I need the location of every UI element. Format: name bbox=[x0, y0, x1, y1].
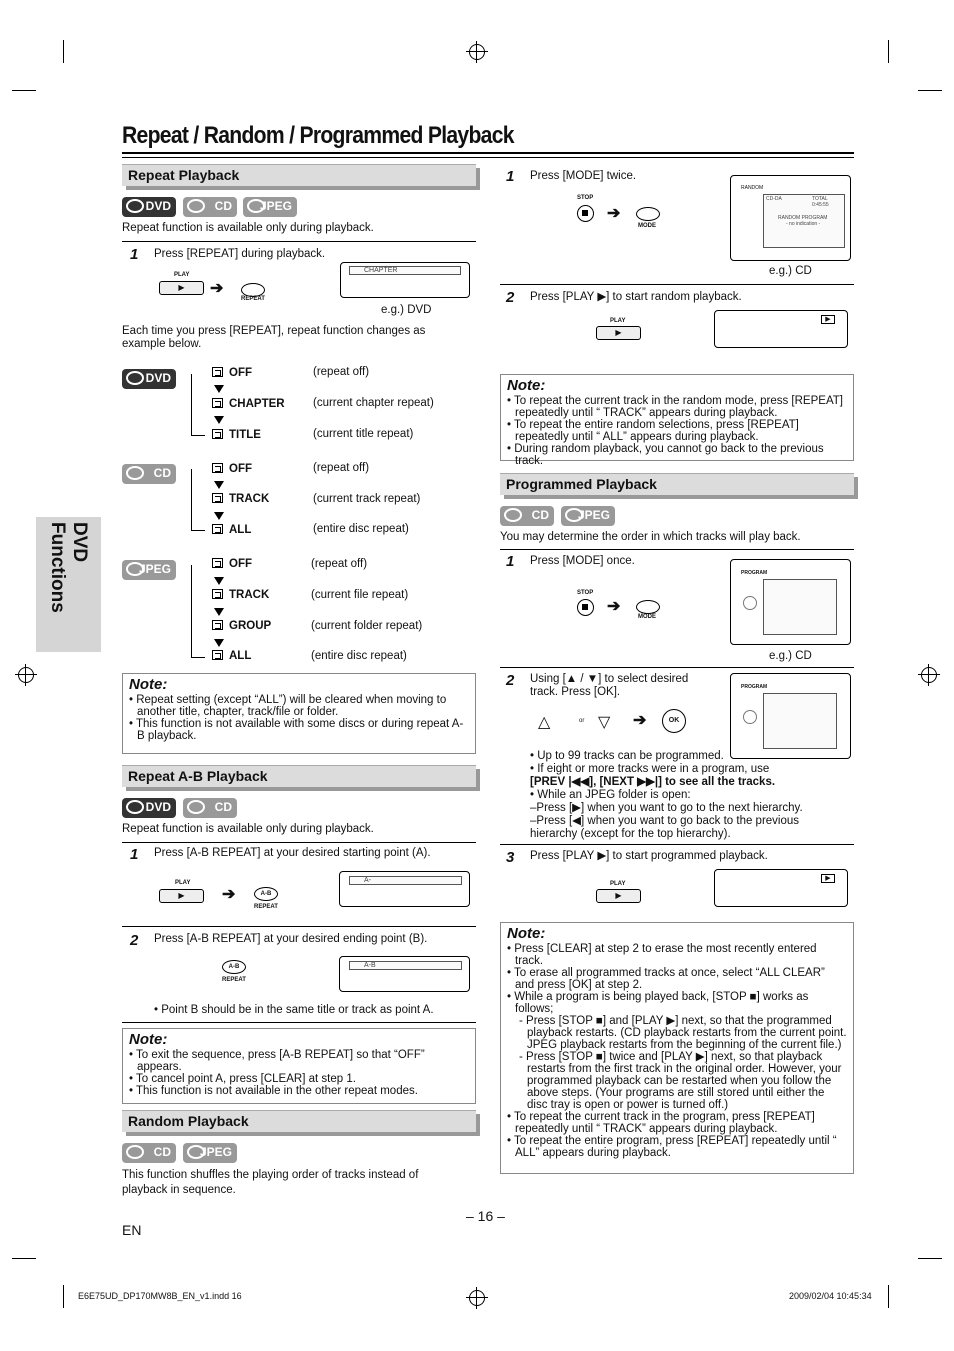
mode-button-icon bbox=[636, 600, 660, 614]
cd-badge: CD bbox=[500, 506, 554, 526]
step-number: 1 bbox=[130, 846, 139, 863]
mode-item: TRACK bbox=[212, 589, 269, 601]
note-box bbox=[122, 1028, 476, 1104]
divider bbox=[500, 284, 854, 285]
mode-desc: (entire disc repeat) bbox=[311, 650, 407, 662]
note-title: Note: bbox=[129, 1031, 168, 1048]
program-step3-text: Press [PLAY ▶] to start programmed playback. bbox=[530, 850, 768, 862]
screen-text: - no indication - bbox=[786, 221, 821, 227]
note-item: • To repeat the current track in the random mode, press [REPEAT] repeatedly until “ TRACK” appears during playback. bbox=[507, 395, 843, 419]
title-rule bbox=[122, 152, 854, 154]
screen-title: PROGRAM bbox=[741, 570, 768, 576]
note-item: • To erase all programmed tracks at once, select “ALL CLEAR” and press [OK] at step 2. bbox=[507, 967, 825, 991]
random-desc: This function shuffles the playing order of tracks instead of playback in sequence. bbox=[122, 1169, 419, 1196]
section-header-program: Programmed Playback bbox=[500, 473, 854, 495]
mode-item: OFF bbox=[212, 463, 252, 475]
note-box bbox=[122, 673, 476, 754]
screen-display bbox=[730, 559, 851, 645]
registration-mark-icon bbox=[921, 667, 937, 683]
down-arrow-icon bbox=[214, 608, 224, 616]
section-header-repeat: Repeat Playback bbox=[122, 164, 476, 186]
side-tab-label: DVD Functions bbox=[47, 522, 90, 613]
note-item: • To cancel point A, press [CLEAR] at step 1. bbox=[129, 1073, 356, 1085]
repeat-step1-text: Press [REPEAT] during playback. bbox=[154, 248, 326, 260]
mode-desc: (repeat off) bbox=[313, 366, 370, 378]
crop-mark bbox=[918, 1258, 942, 1259]
ab-bullet: • Point B should be in the same title or track as point A. bbox=[154, 1004, 434, 1016]
repeat-label: REPEAT bbox=[222, 977, 246, 983]
screen-display bbox=[340, 262, 470, 298]
loop-line bbox=[191, 435, 205, 436]
down-arrow-icon bbox=[214, 577, 224, 585]
mode-item: OFF bbox=[212, 367, 252, 379]
play-label: PLAY bbox=[610, 318, 626, 324]
note-item: • To repeat the current track in the program, press [REPEAT] repeatedly until “ TRACK” appears during playback. bbox=[507, 1111, 815, 1135]
screen-display bbox=[339, 956, 470, 992]
screen-text: RANDOM PROGRAM bbox=[778, 215, 828, 221]
bullet-item: hierarchy (except for the top hierarchy). bbox=[530, 828, 731, 840]
screen-text: A-B bbox=[349, 961, 462, 970]
crop-mark bbox=[888, 40, 889, 63]
mode-label: MODE bbox=[638, 223, 656, 229]
mode-desc: (current file repeat) bbox=[311, 589, 409, 601]
bullet-item: • While an JPEG folder is open: bbox=[530, 789, 691, 801]
note-box bbox=[500, 374, 854, 467]
footer-file: E6E75UD_DP170MW8B_EN_v1.indd 16 bbox=[78, 1291, 242, 1301]
step-number: 2 bbox=[506, 289, 515, 306]
screen-text: TOTAL 0:45:55 bbox=[812, 196, 829, 208]
mode-item: ALL bbox=[212, 524, 251, 536]
dvd-badge: DVD bbox=[122, 369, 176, 389]
bullet-item: • Up to 99 tracks can be programmed. bbox=[530, 750, 724, 762]
screen-text: CHAPTER bbox=[349, 266, 461, 275]
bullet-item: • If eight or more tracks were in a program, use bbox=[530, 763, 770, 775]
play-label: PLAY bbox=[610, 881, 626, 887]
note-item: • To repeat the entire program, press [REPEAT] repeatedly until “ ALL” appears during playback. bbox=[507, 1135, 837, 1159]
divider bbox=[122, 1022, 476, 1023]
note-item: • To repeat the entire random selections, press [REPEAT] repeatedly until “ ALL” appears during playback. bbox=[507, 419, 799, 443]
bullet-item: –Press [▶] when you want to go to the next hierarchy. bbox=[530, 802, 803, 814]
crop-mark bbox=[63, 1285, 64, 1308]
divider bbox=[500, 667, 854, 668]
step-number: 1 bbox=[506, 553, 515, 570]
jpeg-badge: JPEG bbox=[243, 197, 297, 217]
loop-line bbox=[191, 530, 205, 531]
note-item: - Press [STOP ■] and [PLAY ▶] next, so that the programmed playback restarts. (CD playback restarts from the current point. JPEG playback restarts from the beginning of the current file.) bbox=[519, 1015, 847, 1051]
bullet-item: –Press [◀] when you want to go back to the previous bbox=[530, 815, 800, 827]
arrow-right-icon: ➔ bbox=[222, 886, 236, 903]
ab-step1-text: Press [A-B REPEAT] at your desired starting point (A). bbox=[154, 847, 431, 859]
eg-label: e.g.) CD bbox=[769, 650, 812, 662]
screen-text: A- bbox=[349, 876, 462, 885]
mode-item: TRACK bbox=[212, 493, 269, 505]
note-title: Note: bbox=[507, 377, 546, 394]
jpeg-badge: JPEG bbox=[122, 560, 176, 580]
page-number: – 16 – bbox=[466, 1208, 505, 1224]
note-item: • Repeat setting (except “ALL”) will be cleared when moving to another title, chapter, track/file or folder. bbox=[129, 694, 447, 718]
registration-mark-icon bbox=[18, 667, 34, 683]
dvd-badge: DVD bbox=[122, 197, 176, 217]
jpeg-badge: JPEG bbox=[561, 506, 615, 526]
cursor-pad-icon bbox=[743, 596, 757, 610]
cd-badge: CD bbox=[183, 197, 237, 217]
program-step1-text: Press [MODE] once. bbox=[530, 555, 635, 567]
program-step2-text: Using [▲ / ▼] to select desired track. Press [OK]. bbox=[530, 673, 689, 698]
screen-panel bbox=[763, 579, 837, 635]
down-arrow-icon bbox=[214, 512, 224, 520]
ab-availability: Repeat function is available only during playback. bbox=[122, 823, 374, 835]
crop-mark bbox=[888, 1285, 889, 1308]
divider bbox=[122, 926, 476, 927]
divider bbox=[122, 842, 476, 843]
mode-desc: (current folder repeat) bbox=[311, 620, 423, 632]
mode-desc: (current chapter repeat) bbox=[313, 397, 434, 409]
stop-button-icon bbox=[577, 599, 594, 616]
repeat-label: REPEAT bbox=[241, 296, 265, 302]
ab-step2-text: Press [A-B REPEAT] at your desired ending point (B). bbox=[154, 933, 428, 945]
cd-badge: CD bbox=[122, 1143, 176, 1163]
crop-mark bbox=[12, 1258, 36, 1259]
mode-button-icon bbox=[636, 207, 660, 221]
footer-date: 2009/02/04 10:45:34 bbox=[789, 1291, 872, 1301]
step-number: 3 bbox=[506, 849, 515, 866]
mode-desc: (current track repeat) bbox=[313, 493, 421, 505]
mode-desc: (repeat off) bbox=[313, 462, 370, 474]
note-item: • During random playback, you cannot go back to the previous track. bbox=[507, 443, 824, 467]
crop-mark bbox=[918, 90, 942, 91]
screen-display bbox=[730, 175, 851, 261]
step-number: 2 bbox=[506, 672, 515, 689]
section-header-ab: Repeat A-B Playback bbox=[122, 765, 476, 787]
note-title: Note: bbox=[129, 676, 168, 693]
side-tab bbox=[36, 517, 101, 652]
ok-button-icon: OK bbox=[662, 709, 686, 733]
down-arrow-icon bbox=[214, 416, 224, 424]
repeat-availability: Repeat function is available only during playback. bbox=[122, 222, 374, 234]
step-number: 1 bbox=[506, 168, 515, 185]
title-rule bbox=[122, 157, 854, 158]
page-title: Repeat / Random / Programmed Playback bbox=[122, 122, 514, 149]
random-step1-text: Press [MODE] twice. bbox=[530, 170, 637, 182]
eg-label: e.g.) CD bbox=[769, 265, 812, 277]
divider bbox=[500, 844, 854, 845]
note-box bbox=[500, 922, 854, 1174]
mode-item: GROUP bbox=[212, 620, 271, 632]
registration-mark-icon bbox=[469, 1290, 485, 1306]
repeat-label: REPEAT bbox=[254, 904, 278, 910]
loop-line bbox=[191, 565, 192, 658]
play-button-icon: ▶ bbox=[159, 281, 204, 295]
divider bbox=[500, 549, 854, 550]
screen-panel bbox=[763, 194, 845, 248]
screen-text: CD-DA bbox=[766, 196, 782, 202]
mode-label: MODE bbox=[638, 614, 656, 620]
stop-label: STOP bbox=[577, 590, 594, 596]
play-label: PLAY bbox=[174, 272, 190, 278]
stop-button-icon bbox=[577, 205, 594, 222]
mode-item: CHAPTER bbox=[212, 398, 285, 410]
loop-line bbox=[191, 657, 205, 658]
arrow-right-icon: ➔ bbox=[210, 280, 224, 297]
step-number: 2 bbox=[130, 932, 139, 949]
ab-button-icon: A-B bbox=[222, 960, 246, 974]
screen-display bbox=[714, 310, 848, 348]
language-label: EN bbox=[122, 1222, 142, 1238]
step-number: 1 bbox=[130, 246, 139, 263]
down-arrow-icon bbox=[214, 639, 224, 647]
eg-label: e.g.) DVD bbox=[381, 304, 432, 316]
mode-desc: (repeat off) bbox=[311, 558, 368, 570]
loop-line bbox=[191, 374, 192, 436]
screen-display bbox=[714, 869, 848, 907]
note-item: • This function is not available in the other repeat modes. bbox=[129, 1085, 418, 1097]
program-desc: You may determine the order in which tracks will play back. bbox=[500, 531, 801, 543]
repeat-each-text: Each time you press [REPEAT], repeat function changes as example below. bbox=[122, 325, 426, 350]
ab-button-icon: A-B bbox=[254, 887, 278, 901]
note-title: Note: bbox=[507, 925, 546, 942]
play-indicator-icon: ▶ bbox=[821, 874, 835, 883]
play-button-icon: ▶ bbox=[596, 326, 641, 340]
down-arrow-icon bbox=[214, 385, 224, 393]
play-button-icon: ▶ bbox=[596, 889, 641, 903]
cursor-pad-icon bbox=[743, 710, 757, 724]
dvd-badge: DVD bbox=[122, 798, 176, 818]
mode-item: TITLE bbox=[212, 429, 261, 441]
screen-display bbox=[730, 673, 851, 759]
note-item: • While a program is being played back, [STOP ■] works as follows; bbox=[507, 991, 809, 1015]
section-header-random: Random Playback bbox=[122, 1110, 476, 1132]
stop-label: STOP bbox=[577, 195, 594, 201]
loop-line bbox=[191, 469, 192, 531]
registration-mark-icon bbox=[469, 44, 485, 60]
mode-desc: (current title repeat) bbox=[313, 428, 414, 440]
program-bullets bbox=[530, 750, 803, 841]
repeat-button-icon bbox=[241, 283, 265, 297]
screen-display bbox=[339, 871, 470, 907]
down-arrow-icon bbox=[214, 481, 224, 489]
down-button-icon: ▽ bbox=[598, 714, 611, 731]
jpeg-badge: JPEG bbox=[183, 1143, 237, 1163]
arrow-right-icon: ➔ bbox=[633, 712, 647, 729]
crop-mark bbox=[63, 40, 64, 63]
bullet-item: [PREV |◀◀], [NEXT ▶▶|] to see all the tracks. bbox=[530, 776, 776, 788]
note-item: • Press [CLEAR] at step 2 to erase the most recently entered track. bbox=[507, 943, 817, 967]
or-label: or bbox=[579, 718, 585, 724]
cd-badge: CD bbox=[183, 798, 237, 818]
screen-panel bbox=[763, 693, 837, 749]
note-item: - Press [STOP ■] twice and [PLAY ▶] next, so that playback restarts from the first track in the original order. However, your programmed playback can be restarted when you follow the above steps. (Your programs are still stored until either the disc tray is open or power is turned off.) bbox=[519, 1051, 842, 1111]
cd-badge: CD bbox=[122, 464, 176, 484]
up-button-icon: △ bbox=[538, 714, 551, 731]
random-step2-text: Press [PLAY ▶] to start random playback. bbox=[530, 291, 742, 303]
play-indicator-icon: ▶ bbox=[821, 315, 835, 324]
play-button-icon: ▶ bbox=[159, 889, 204, 903]
mode-item: ALL bbox=[212, 650, 251, 662]
mode-item: OFF bbox=[212, 558, 252, 570]
note-item: • To exit the sequence, press [A-B REPEAT] so that “OFF” appears. bbox=[129, 1049, 425, 1073]
divider bbox=[122, 241, 476, 242]
mode-desc: (entire disc repeat) bbox=[313, 523, 409, 535]
screen-title: PROGRAM bbox=[741, 684, 768, 690]
arrow-right-icon: ➔ bbox=[607, 205, 621, 222]
play-label: PLAY bbox=[175, 880, 191, 886]
screen-title: RANDOM bbox=[741, 185, 764, 191]
arrow-right-icon: ➔ bbox=[607, 598, 621, 615]
note-item: • This function is not available with some discs or during repeat A-B playback. bbox=[129, 718, 464, 742]
crop-mark bbox=[12, 90, 36, 91]
